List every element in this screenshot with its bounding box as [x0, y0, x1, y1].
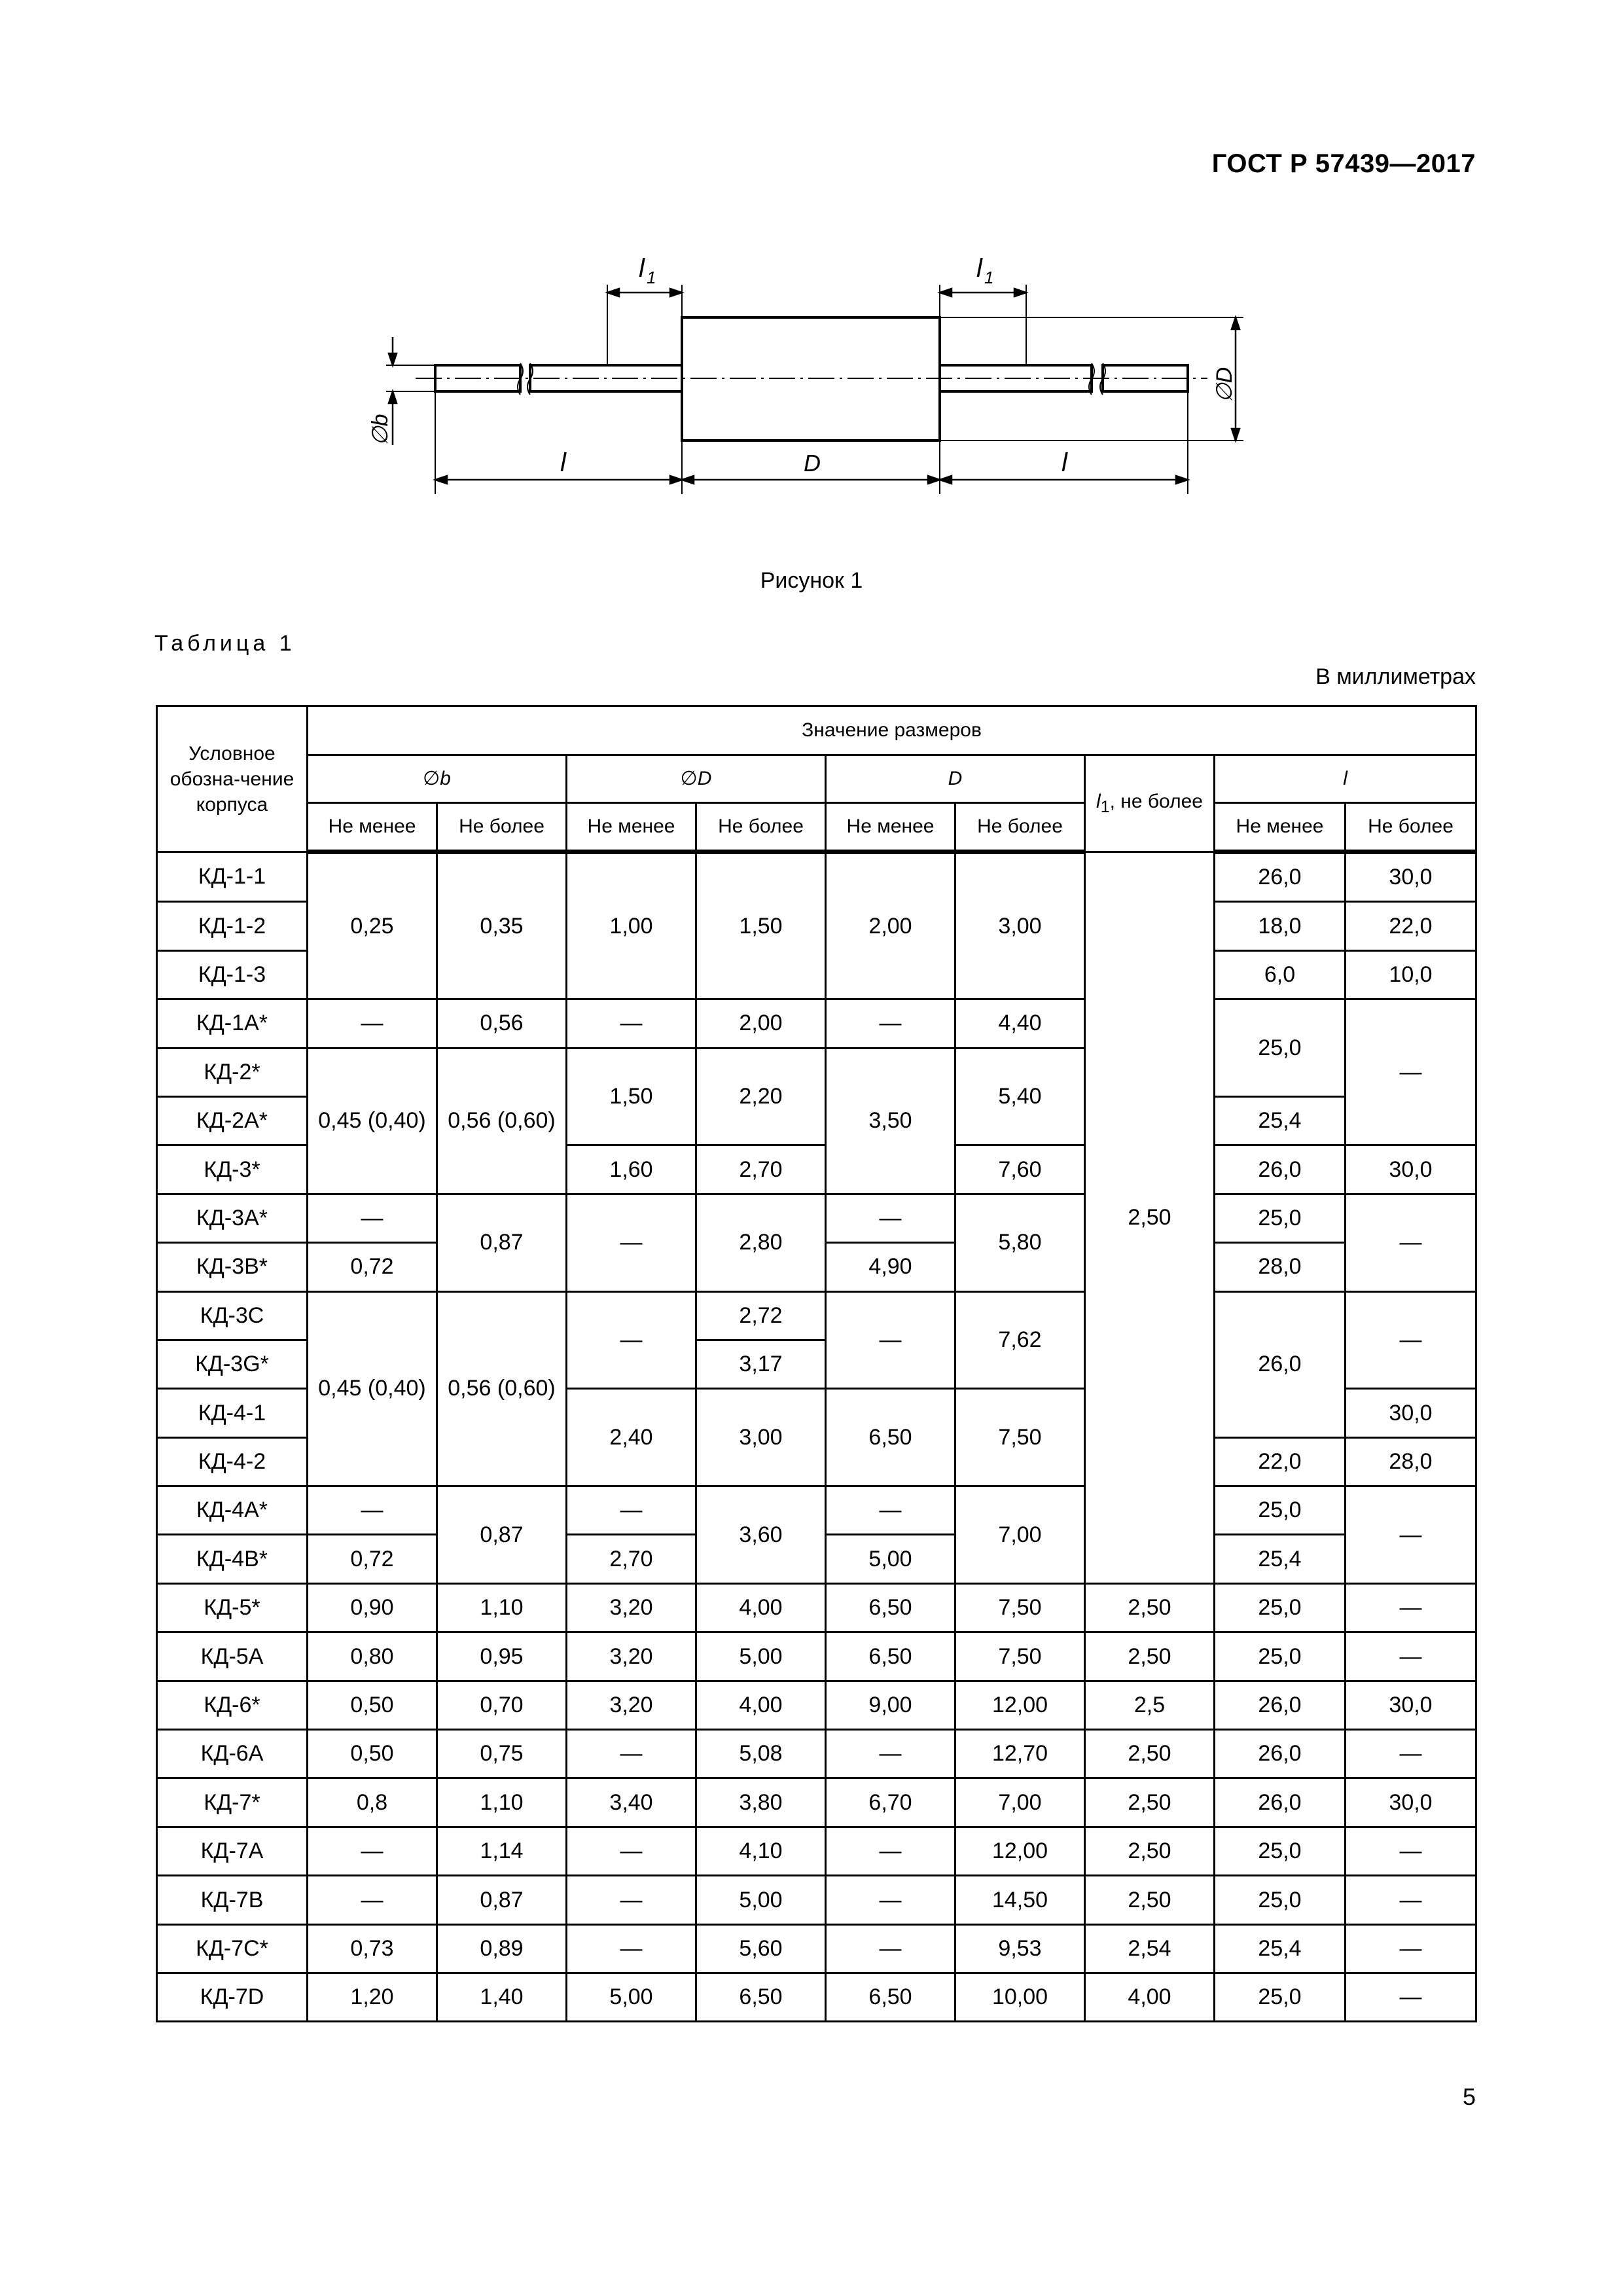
- cell-dD-min: 2,70: [567, 1535, 696, 1583]
- cell-D-max: 9,53: [955, 1924, 1085, 1973]
- cell-name: КД-3А*: [157, 1194, 308, 1242]
- cell-D-max: 3,00: [955, 852, 1085, 999]
- cell-dD-min: —: [567, 1876, 696, 1924]
- cell-dD-min: 1,60: [567, 1145, 696, 1194]
- cell-dD-min: 3,20: [567, 1632, 696, 1681]
- cell-l-max: —: [1346, 1876, 1476, 1924]
- cell-l-max: —: [1346, 1486, 1476, 1584]
- table-row: [157, 852, 1476, 902]
- cell-b-max: 0,87: [437, 1876, 567, 1924]
- col-l1-main: l: [1096, 791, 1101, 812]
- cell-l-max: —: [1346, 1291, 1476, 1389]
- cell-b-min: 0,25: [308, 852, 437, 999]
- label-diameter-b: ∅b: [368, 414, 393, 446]
- table-row: [157, 1973, 1476, 2021]
- table-row: [157, 1827, 1476, 1875]
- cell-name: КД-5*: [157, 1583, 308, 1632]
- cell-dD-min: —: [567, 1924, 696, 1973]
- col-group-dD: ∅D: [567, 755, 826, 803]
- cell-l-min: 25,4: [1215, 1096, 1346, 1145]
- cell-D-min: 6,50: [826, 1583, 955, 1632]
- cell-b-min: —: [308, 1486, 437, 1535]
- cell-b-min: —: [308, 1827, 437, 1875]
- cell-name: КД-4-2: [157, 1437, 308, 1486]
- cell-b-max: 0,35: [437, 852, 567, 999]
- cell-D-max: 7,00: [955, 1486, 1085, 1584]
- table-row: [157, 1583, 1476, 1632]
- cell-b-max: 0,56 (0,60): [437, 1048, 567, 1194]
- cell-b-min: 0,73: [308, 1924, 437, 1973]
- group-header: Значение размеров: [308, 706, 1476, 755]
- sub-min: Не менее: [1215, 803, 1346, 852]
- table-row: [157, 1876, 1476, 1924]
- label-l1-left-sub: 1: [647, 268, 656, 287]
- cell-l1: 4,00: [1085, 1973, 1215, 2021]
- cell-dD-max: 4,00: [696, 1681, 826, 1729]
- table-row: [157, 1291, 1476, 1340]
- cell-l-max: 30,0: [1346, 1145, 1476, 1194]
- cell-b-max: 0,89: [437, 1924, 567, 1973]
- dimensions-table-wrap: [156, 705, 1475, 2022]
- cell-dD-max: 2,20: [696, 1048, 826, 1145]
- cell-l-min: 18,0: [1215, 902, 1346, 950]
- cell-dD-max: 3,80: [696, 1778, 826, 1827]
- corner-header: Условное обозна-чение корпуса: [157, 706, 308, 852]
- cell-b-min: —: [308, 1876, 437, 1924]
- cell-D-max: 5,40: [955, 1048, 1085, 1145]
- cell-name: КД-3С: [157, 1291, 308, 1340]
- cell-l-min: 26,0: [1215, 1730, 1346, 1778]
- sub-min: Не менее: [308, 803, 437, 852]
- cell-b-max: 0,70: [437, 1681, 567, 1729]
- cell-l-max: —: [1346, 1730, 1476, 1778]
- cell-b-min: 0,50: [308, 1681, 437, 1729]
- cell-l-min: 26,0: [1215, 1778, 1346, 1827]
- cell-dD-min: 3,20: [567, 1681, 696, 1729]
- cell-D-max: 12,00: [955, 1681, 1085, 1729]
- label-D: D: [804, 450, 821, 476]
- cell-D-max: 7,50: [955, 1389, 1085, 1486]
- cell-b-max: 0,56 (0,60): [437, 1291, 567, 1486]
- cell-l-max: —: [1346, 1583, 1476, 1632]
- cell-l-max: —: [1346, 1632, 1476, 1681]
- cell-dD-max: 2,80: [696, 1194, 826, 1291]
- cell-b-min: 1,20: [308, 1973, 437, 2021]
- cell-name: КД-3В*: [157, 1243, 308, 1291]
- cell-l-min: 28,0: [1215, 1243, 1346, 1291]
- label-l-left: l: [560, 448, 566, 477]
- cell-l-min: 25,4: [1215, 1924, 1346, 1973]
- cell-l-min: 25,0: [1215, 1632, 1346, 1681]
- cell-l1: 2,50: [1085, 1632, 1215, 1681]
- cell-D-max: 10,00: [955, 1973, 1085, 2021]
- cell-dD-min: 3,40: [567, 1778, 696, 1827]
- cell-b-min: 0,50: [308, 1730, 437, 1778]
- cell-l-min: 25,0: [1215, 1486, 1346, 1535]
- label-l1-right: l: [976, 254, 982, 283]
- cell-D-max: 7,50: [955, 1632, 1085, 1681]
- cell-l-min: 26,0: [1215, 1681, 1346, 1729]
- cell-D-min: —: [826, 999, 955, 1048]
- cell-dD-min: 3,20: [567, 1583, 696, 1632]
- table-row: [157, 1924, 1476, 1973]
- cell-b-min: 0,45 (0,40): [308, 1291, 437, 1486]
- cell-l-max: 22,0: [1346, 902, 1476, 950]
- cell-l1: 2,50: [1085, 1876, 1215, 1924]
- cell-D-min: —: [826, 1730, 955, 1778]
- cell-D-min: —: [826, 1194, 955, 1242]
- table-title: Таблица 1: [154, 631, 296, 656]
- cell-b-min: 0,72: [308, 1535, 437, 1583]
- cell-l-min: 25,0: [1215, 1583, 1346, 1632]
- sub-max: Не более: [1346, 803, 1476, 852]
- col-group-db: ∅b: [308, 755, 567, 803]
- cell-D-min: —: [826, 1486, 955, 1535]
- cell-name: КД-1А*: [157, 999, 308, 1048]
- cell-name: КД-6*: [157, 1681, 308, 1729]
- cell-l-max: —: [1346, 1194, 1476, 1291]
- label-l1-right-sub: 1: [984, 268, 994, 287]
- cell-l-min: 22,0: [1215, 1437, 1346, 1486]
- cell-l-min: 26,0: [1215, 1291, 1346, 1437]
- cell-dD-max: 5,00: [696, 1632, 826, 1681]
- cell-b-min: 0,80: [308, 1632, 437, 1681]
- label-l-right: l: [1061, 448, 1067, 477]
- cell-l-max: 10,0: [1346, 950, 1476, 999]
- table-units: В миллиметрах: [1315, 664, 1476, 689]
- cell-D-max: 12,70: [955, 1730, 1085, 1778]
- cell-dD-min: —: [567, 1291, 696, 1389]
- label-l1-left: l: [639, 254, 645, 283]
- cell-l-max: 30,0: [1346, 1681, 1476, 1729]
- sub-max: Не более: [437, 803, 567, 852]
- cell-l1: 2,5: [1085, 1681, 1215, 1729]
- cell-b-max: 1,10: [437, 1778, 567, 1827]
- cell-dD-max: 5,60: [696, 1924, 826, 1973]
- cell-dD-min: 5,00: [567, 1973, 696, 2021]
- cell-name: КД-3G*: [157, 1340, 308, 1388]
- cell-dD-min: —: [567, 1194, 696, 1291]
- cell-dD-max: 2,70: [696, 1145, 826, 1194]
- label-diameter-D: ∅D: [1212, 367, 1237, 403]
- figure-caption: Рисунок 1: [760, 568, 863, 593]
- cell-name: КД-6А: [157, 1730, 308, 1778]
- cell-b-min: 0,45 (0,40): [308, 1048, 437, 1194]
- table-row: [157, 1632, 1476, 1681]
- cell-l1: 2,50: [1085, 1730, 1215, 1778]
- cell-name: КД-1-2: [157, 902, 308, 950]
- cell-dD-max: 4,00: [696, 1583, 826, 1632]
- col-l1-rest: , не более: [1109, 791, 1203, 812]
- cell-dD-max: 3,00: [696, 1389, 826, 1486]
- cell-l-max: —: [1346, 1924, 1476, 1973]
- cell-D-min: 3,50: [826, 1048, 955, 1194]
- cell-dD-min: —: [567, 999, 696, 1048]
- cell-D-min: 2,00: [826, 852, 955, 999]
- cell-name: КД-7В: [157, 1876, 308, 1924]
- cell-name: КД-7D: [157, 1973, 308, 2021]
- cell-name: КД-2А*: [157, 1096, 308, 1145]
- cell-D-min: —: [826, 1924, 955, 1973]
- cell-l-max: —: [1346, 1827, 1476, 1875]
- cell-name: КД-2*: [157, 1048, 308, 1096]
- col-group-l: l: [1215, 755, 1476, 803]
- cell-D-min: 6,70: [826, 1778, 955, 1827]
- cell-l-max: —: [1346, 1973, 1476, 2021]
- cell-l1: 2,54: [1085, 1924, 1215, 1973]
- cell-D-min: —: [826, 1827, 955, 1875]
- cell-b-min: 0,72: [308, 1243, 437, 1291]
- cell-name: КД-3*: [157, 1145, 308, 1194]
- cell-dD-min: —: [567, 1486, 696, 1535]
- cell-b-max: 1,40: [437, 1973, 567, 2021]
- cell-l-min: 25,0: [1215, 1194, 1346, 1242]
- cell-D-max: 14,50: [955, 1876, 1085, 1924]
- cell-name: КД-7С*: [157, 1924, 308, 1973]
- cell-dD-min: 1,50: [567, 1048, 696, 1145]
- cell-l-min: 6,0: [1215, 950, 1346, 999]
- cell-l-min: 25,0: [1215, 1827, 1346, 1875]
- cell-name: КД-4А*: [157, 1486, 308, 1535]
- table-row: [157, 999, 1476, 1048]
- cell-name: КД-4-1: [157, 1389, 308, 1437]
- cell-name: КД-7А: [157, 1827, 308, 1875]
- standard-code: ГОСТ Р 57439—2017: [1211, 149, 1476, 178]
- cell-name: КД-5А: [157, 1632, 308, 1681]
- cell-l1: 2,50: [1085, 1778, 1215, 1827]
- cell-l1: 2,50: [1085, 852, 1215, 1584]
- cell-b-min: 0,8: [308, 1778, 437, 1827]
- cell-b-max: 0,87: [437, 1486, 567, 1584]
- cell-b-max: 1,14: [437, 1827, 567, 1875]
- sub-min: Не менее: [826, 803, 955, 852]
- table-row: [157, 1194, 1476, 1242]
- cell-l1: 2,50: [1085, 1827, 1215, 1875]
- cell-dD-max: 2,00: [696, 999, 826, 1048]
- cell-D-max: 7,60: [955, 1145, 1085, 1194]
- sub-max: Не более: [696, 803, 826, 852]
- cell-b-max: 0,87: [437, 1194, 567, 1291]
- cell-name: КД-1-1: [157, 852, 308, 902]
- cell-b-max: 0,75: [437, 1730, 567, 1778]
- cell-D-max: 5,80: [955, 1194, 1085, 1291]
- cell-b-min: —: [308, 1194, 437, 1242]
- sub-max: Не более: [955, 803, 1085, 852]
- cell-dD-max: 1,50: [696, 852, 826, 999]
- cell-dD-max: 4,10: [696, 1827, 826, 1875]
- cell-l-max: —: [1346, 999, 1476, 1145]
- cell-dD-max: 2,72: [696, 1291, 826, 1340]
- cell-l-max: 28,0: [1346, 1437, 1476, 1486]
- table-row: [157, 1486, 1476, 1535]
- cell-dD-max: 6,50: [696, 1973, 826, 2021]
- cell-l-max: 30,0: [1346, 1389, 1476, 1437]
- col-group-D: D: [826, 755, 1085, 803]
- cell-b-min: 0,90: [308, 1583, 437, 1632]
- sub-min: Не менее: [567, 803, 696, 852]
- cell-dD-min: —: [567, 1730, 696, 1778]
- component-drawing-svg: [366, 245, 1296, 527]
- cell-l-min: 26,0: [1215, 852, 1346, 902]
- cell-D-min: 6,50: [826, 1973, 955, 2021]
- cell-D-max: 7,00: [955, 1778, 1085, 1827]
- page-number: 5: [1462, 2083, 1476, 2110]
- cell-l-max: 30,0: [1346, 1778, 1476, 1827]
- cell-dD-max: 3,60: [696, 1486, 826, 1584]
- cell-D-min: 6,50: [826, 1389, 955, 1486]
- cell-name: КД-1-3: [157, 950, 308, 999]
- cell-l-min: 25,0: [1215, 1876, 1346, 1924]
- cell-D-min: —: [826, 1291, 955, 1389]
- cell-D-min: 4,90: [826, 1243, 955, 1291]
- cell-l-min: 25,4: [1215, 1535, 1346, 1583]
- cell-D-min: 5,00: [826, 1535, 955, 1583]
- table-row: [157, 1730, 1476, 1778]
- cell-l-min: 26,0: [1215, 1145, 1346, 1194]
- cell-l-min: 25,0: [1215, 1973, 1346, 2021]
- cell-D-max: 12,00: [955, 1827, 1085, 1875]
- cell-name: КД-7*: [157, 1778, 308, 1827]
- cell-dD-min: —: [567, 1827, 696, 1875]
- cell-D-min: —: [826, 1876, 955, 1924]
- table-row: [157, 1681, 1476, 1729]
- cell-l-min: 25,0: [1215, 999, 1346, 1097]
- cell-b-min: —: [308, 999, 437, 1048]
- cell-name: КД-4В*: [157, 1535, 308, 1583]
- cell-dD-max: 5,00: [696, 1876, 826, 1924]
- table-row: [157, 1778, 1476, 1827]
- dimensions-table: [156, 705, 1477, 2022]
- cell-l1: 2,50: [1085, 1583, 1215, 1632]
- cell-b-max: 0,56: [437, 999, 567, 1048]
- col-group-l1: [1085, 755, 1215, 852]
- cell-dD-min: 2,40: [567, 1389, 696, 1486]
- cell-D-min: 9,00: [826, 1681, 955, 1729]
- cell-b-max: 1,10: [437, 1583, 567, 1632]
- cell-D-max: 7,50: [955, 1583, 1085, 1632]
- col-l1-sub: 1: [1100, 798, 1110, 816]
- cell-b-max: 0,95: [437, 1632, 567, 1681]
- cell-dD-max: 3,17: [696, 1340, 826, 1388]
- cell-dD-min: 1,00: [567, 852, 696, 999]
- cell-D-min: 6,50: [826, 1632, 955, 1681]
- component-drawing: [366, 245, 1296, 527]
- cell-D-max: 7,62: [955, 1291, 1085, 1389]
- cell-l-max: 30,0: [1346, 852, 1476, 902]
- cell-dD-max: 5,08: [696, 1730, 826, 1778]
- cell-D-max: 4,40: [955, 999, 1085, 1048]
